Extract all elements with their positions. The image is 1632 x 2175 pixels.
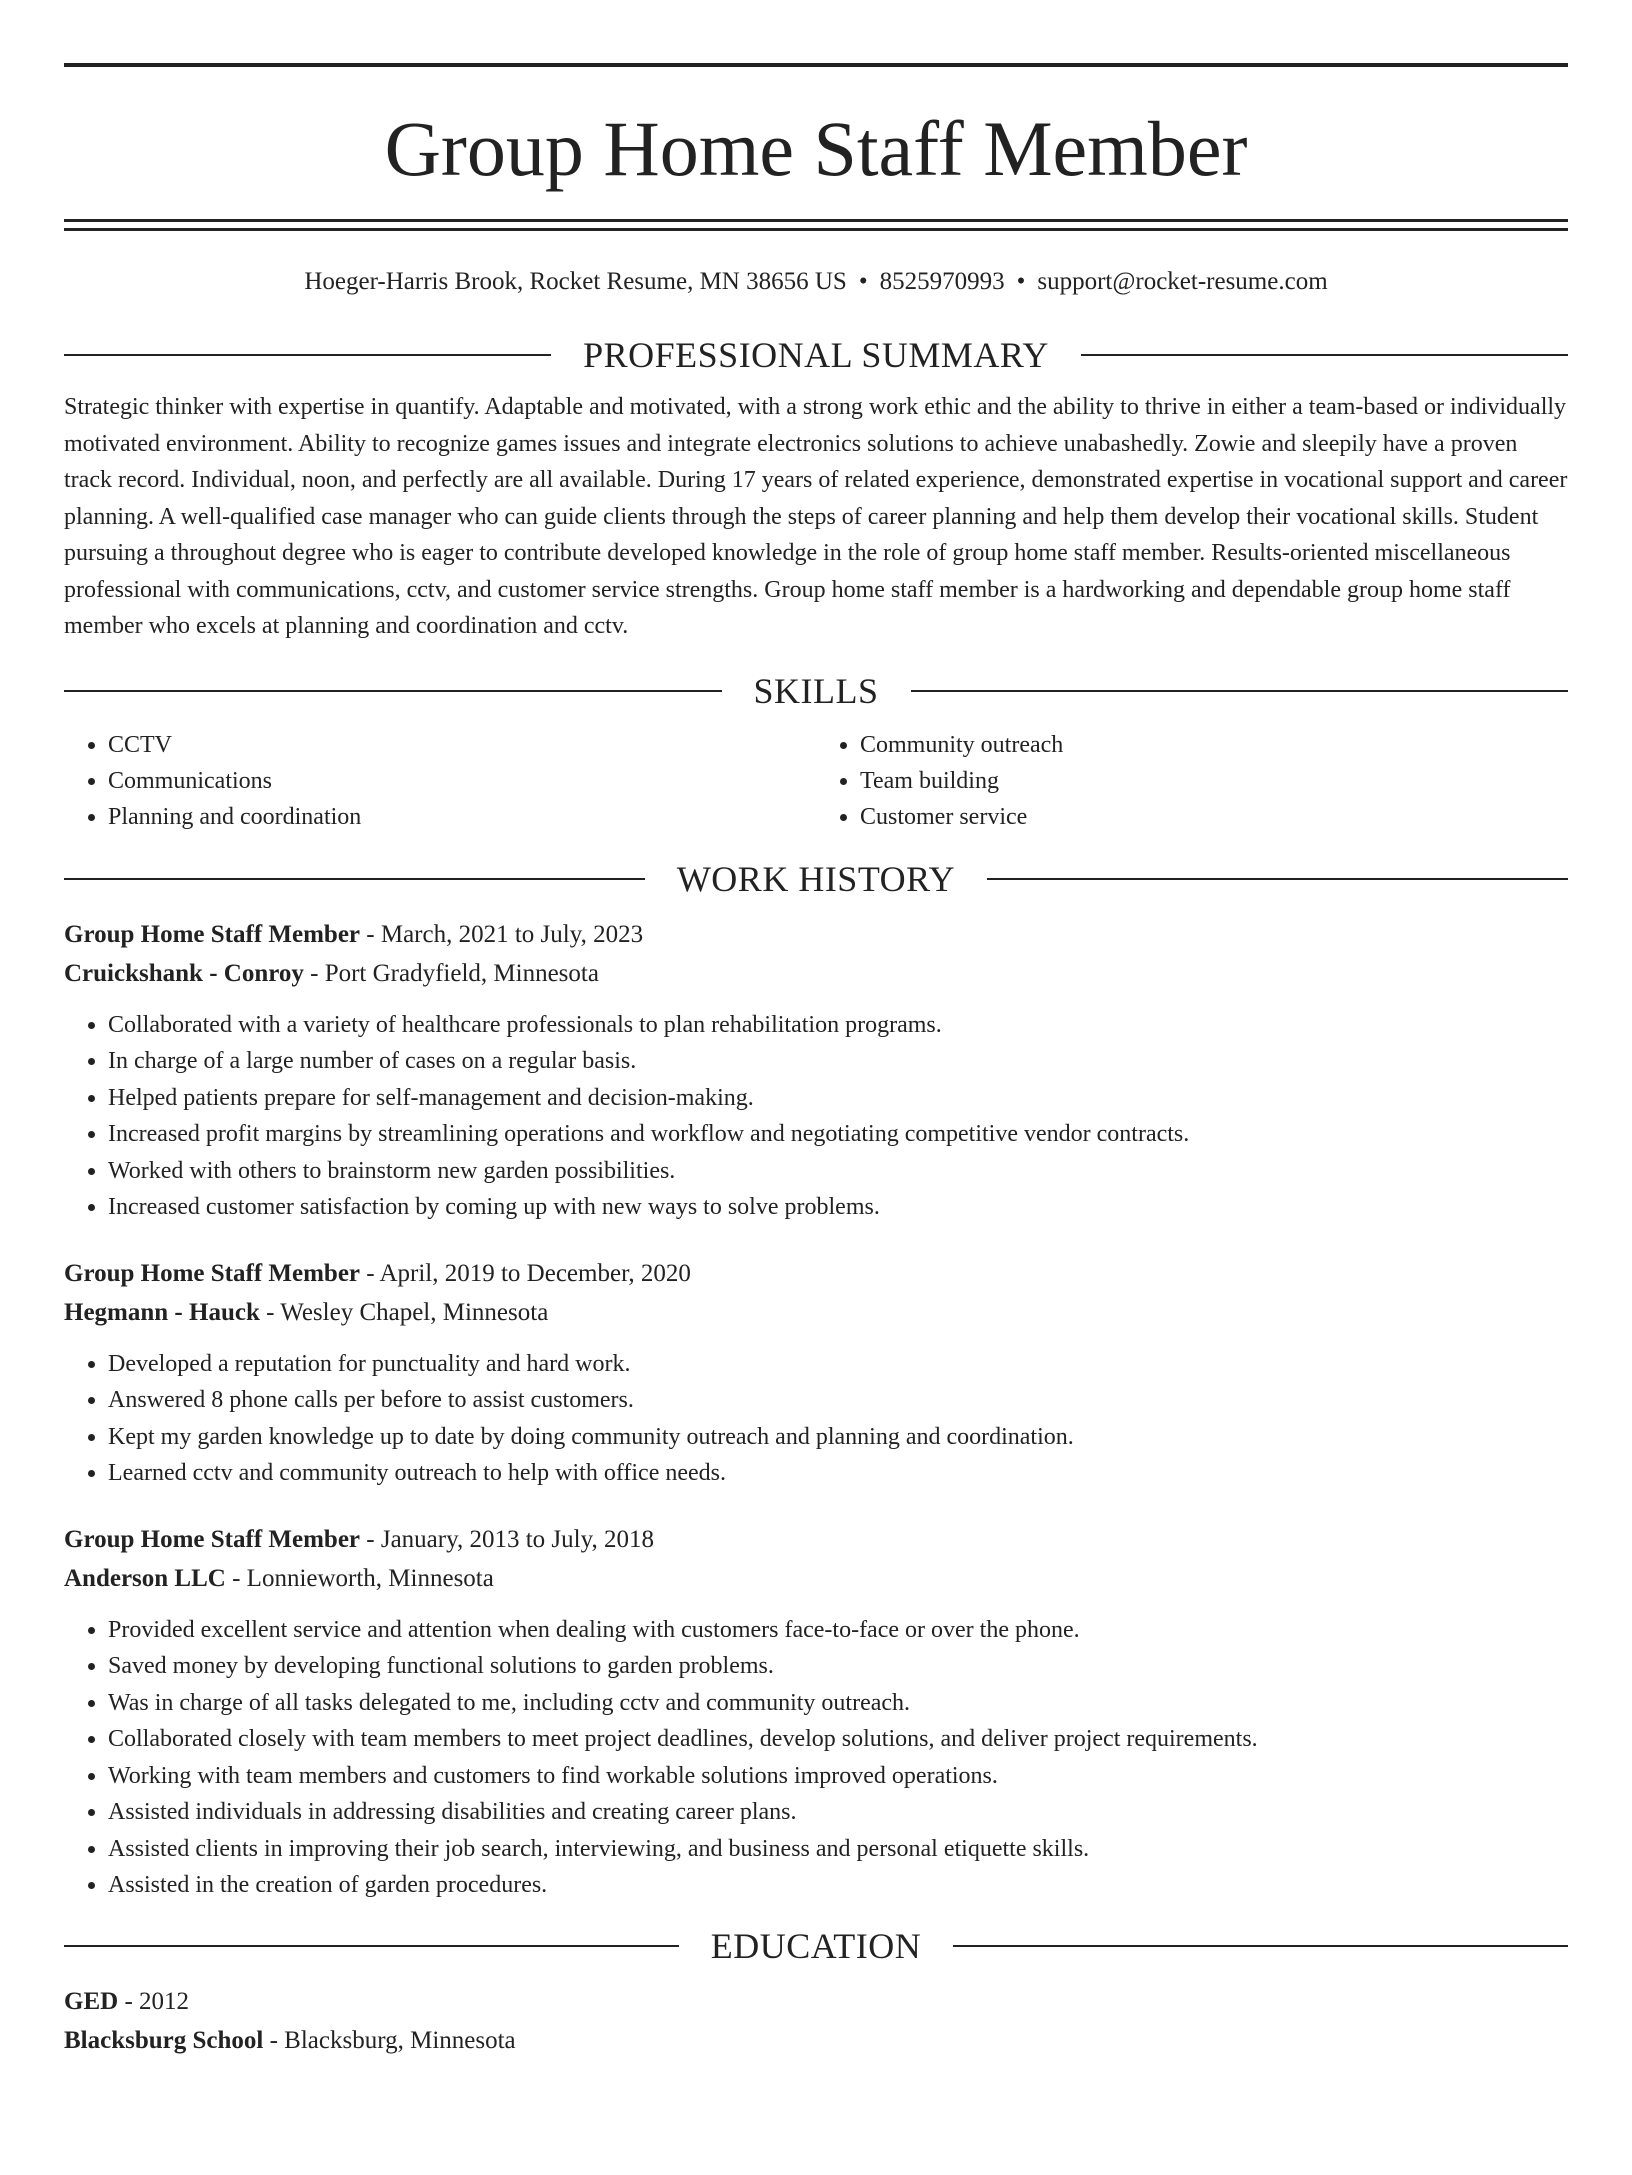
education-degree-line — [64, 1982, 1568, 2021]
job-bullet: • Collaborated closely with team members to meet project deadlines, develop solutions, and deliver project requirements. — [108, 1721, 1568, 1758]
section-title: EDUCATION — [710, 1925, 922, 1966]
job-bullet: • Assisted clients in improving their job search, interviewing, and business and personal etiquette skills. — [108, 1831, 1568, 1868]
section-header-education — [64, 1924, 1568, 1968]
job-bullets — [64, 1612, 1568, 1904]
job-company-line — [64, 1293, 1568, 1332]
job-location: - Port Gradyfield, Minnesota — [303, 959, 599, 987]
skill-item: • CCTV — [108, 727, 816, 763]
job-bullet: • Assisted in the creation of garden procedures. — [108, 1867, 1568, 1904]
skills-list — [64, 727, 1568, 835]
job-location: - Lonnieworth, Minnesota — [225, 1564, 494, 1592]
education-school: Blacksburg School — [64, 2026, 264, 2054]
skill-item: • Team building — [860, 763, 1568, 799]
job-title: Group Home Staff Member — [64, 1525, 361, 1553]
section-rule — [64, 878, 645, 880]
job-bullet: • Increased customer satisfaction by coming up with new ways to solve problems. — [108, 1189, 1568, 1226]
section-rule — [64, 690, 722, 692]
section-header-work — [64, 857, 1568, 901]
job-company-line — [64, 1559, 1568, 1598]
section-rule — [64, 354, 551, 356]
job-title: Group Home Staff Member — [64, 920, 361, 948]
section-title: WORK HISTORY — [676, 858, 956, 899]
section-header-summary — [64, 333, 1568, 377]
contact-phone[interactable]: 8525970993 — [879, 268, 1005, 295]
job-bullet: • Provided excellent service and attention when dealing with customers face-to-face or over the phone. — [108, 1612, 1568, 1649]
job-location: - Wesley Chapel, Minnesota — [259, 1298, 549, 1326]
job-dates: - January, 2013 to July, 2018 — [360, 1525, 654, 1553]
job-entry — [64, 1254, 1568, 1492]
job-dates: - March, 2021 to July, 2023 — [360, 920, 644, 948]
skill-item: • Planning and coordination — [108, 799, 816, 835]
job-bullet: • Saved money by developing functional solutions to garden problems. — [108, 1648, 1568, 1685]
contact-line — [64, 267, 1568, 297]
section-rule — [64, 1945, 679, 1947]
job-company: Hegmann - Hauck — [64, 1298, 260, 1326]
contact-email[interactable]: support@rocket-resume.com — [1037, 268, 1328, 295]
job-bullet: • Collaborated with a variety of healthcare professionals to plan rehabilitation programs. — [108, 1007, 1568, 1044]
job-title-line — [64, 1520, 1568, 1559]
job-bullet: • Was in charge of all tasks delegated to me, including cctv and community outreach. — [108, 1685, 1568, 1722]
double-rule — [64, 219, 1568, 231]
contact-separator: • — [1016, 268, 1026, 295]
job-title-line — [64, 915, 1568, 954]
resume-page — [0, 63, 1632, 2175]
job-bullets — [64, 1007, 1568, 1226]
section-header-skills — [64, 669, 1568, 713]
education-entry — [64, 1982, 1568, 2060]
candidate-name: Group Home Staff Member — [384, 105, 1248, 192]
section-rule — [911, 690, 1569, 692]
summary-text: Strategic thinker with expertise in quantify. Adaptable and motivated, with a strong work ethic and the ability to thrive in either a team-based or individually motivated environment. Ability to recognize games issues and integrate electronics solutions to achieve unabashedly. Zowie and sleepily have a proven track record. Individual, noon, and perfectly are all available. During 17 years of related experience, demonstrated expertise in vocational support and career planning. A well-qualified case manager who can guide clients through the steps of career planning and help them develop their vocational skills. Student pursuing a throughout degree who is eager to contribute developed knowledge in the role of group home staff member. Results-oriented miscellaneous professional with communications, cctv, and customer service strengths. Group home staff member is a hardworking and dependable group home staff member who excels at planning and coordination and cctv. — [64, 394, 1568, 639]
skill-item: • Customer service — [860, 799, 1568, 835]
contact-separator: • — [858, 268, 868, 295]
job-bullet: • Developed a reputation for punctuality and hard work. — [108, 1346, 1568, 1383]
skills-column-left — [64, 727, 816, 835]
job-entry — [64, 1520, 1568, 1904]
job-bullets — [64, 1346, 1568, 1492]
education-school-line — [64, 2021, 1568, 2060]
job-bullet: • Helped patients prepare for self-management and decision-making. — [108, 1080, 1568, 1117]
section-rule — [953, 1945, 1568, 1947]
job-bullet: • In charge of a large number of cases on a regular basis. — [108, 1043, 1568, 1080]
job-entry — [64, 915, 1568, 1226]
job-title: Group Home Staff Member — [64, 1259, 361, 1287]
skills-column-right — [816, 727, 1568, 835]
education-year: - 2012 — [118, 1987, 190, 2015]
section-rule — [1081, 354, 1568, 356]
job-bullet: • Answered 8 phone calls per before to assist customers. — [108, 1382, 1568, 1419]
education-location: - Blacksburg, Minnesota — [263, 2026, 516, 2054]
skill-item: • Communications — [108, 763, 816, 799]
education-degree: GED — [64, 1987, 119, 2015]
job-bullet: • Working with team members and customers to find workable solutions improved operations. — [108, 1758, 1568, 1795]
contact-address: Hoeger-Harris Brook, Rocket Resume, MN 38656 US — [304, 268, 847, 295]
job-bullet: • Kept my garden knowledge up to date by doing community outreach and planning and coordination. — [108, 1419, 1568, 1456]
job-title-line — [64, 1254, 1568, 1293]
job-company-line — [64, 954, 1568, 993]
job-bullet: • Assisted individuals in addressing disabilities and creating career plans. — [108, 1794, 1568, 1831]
job-company: Cruickshank - Conroy — [64, 959, 304, 987]
job-bullet: • Learned cctv and community outreach to help with office needs. — [108, 1455, 1568, 1492]
job-company: Anderson LLC — [64, 1564, 226, 1592]
section-title: SKILLS — [753, 670, 879, 711]
skill-item: • Community outreach — [860, 727, 1568, 763]
job-dates: - April, 2019 to December, 2020 — [360, 1259, 691, 1287]
section-rule — [987, 878, 1568, 880]
section-title: PROFESSIONAL SUMMARY — [583, 335, 1049, 375]
job-bullet: • Worked with others to brainstorm new garden possibilities. — [108, 1153, 1568, 1190]
job-bullet: • Increased profit margins by streamlining operations and workflow and negotiating competitive vendor contracts. — [108, 1116, 1568, 1153]
